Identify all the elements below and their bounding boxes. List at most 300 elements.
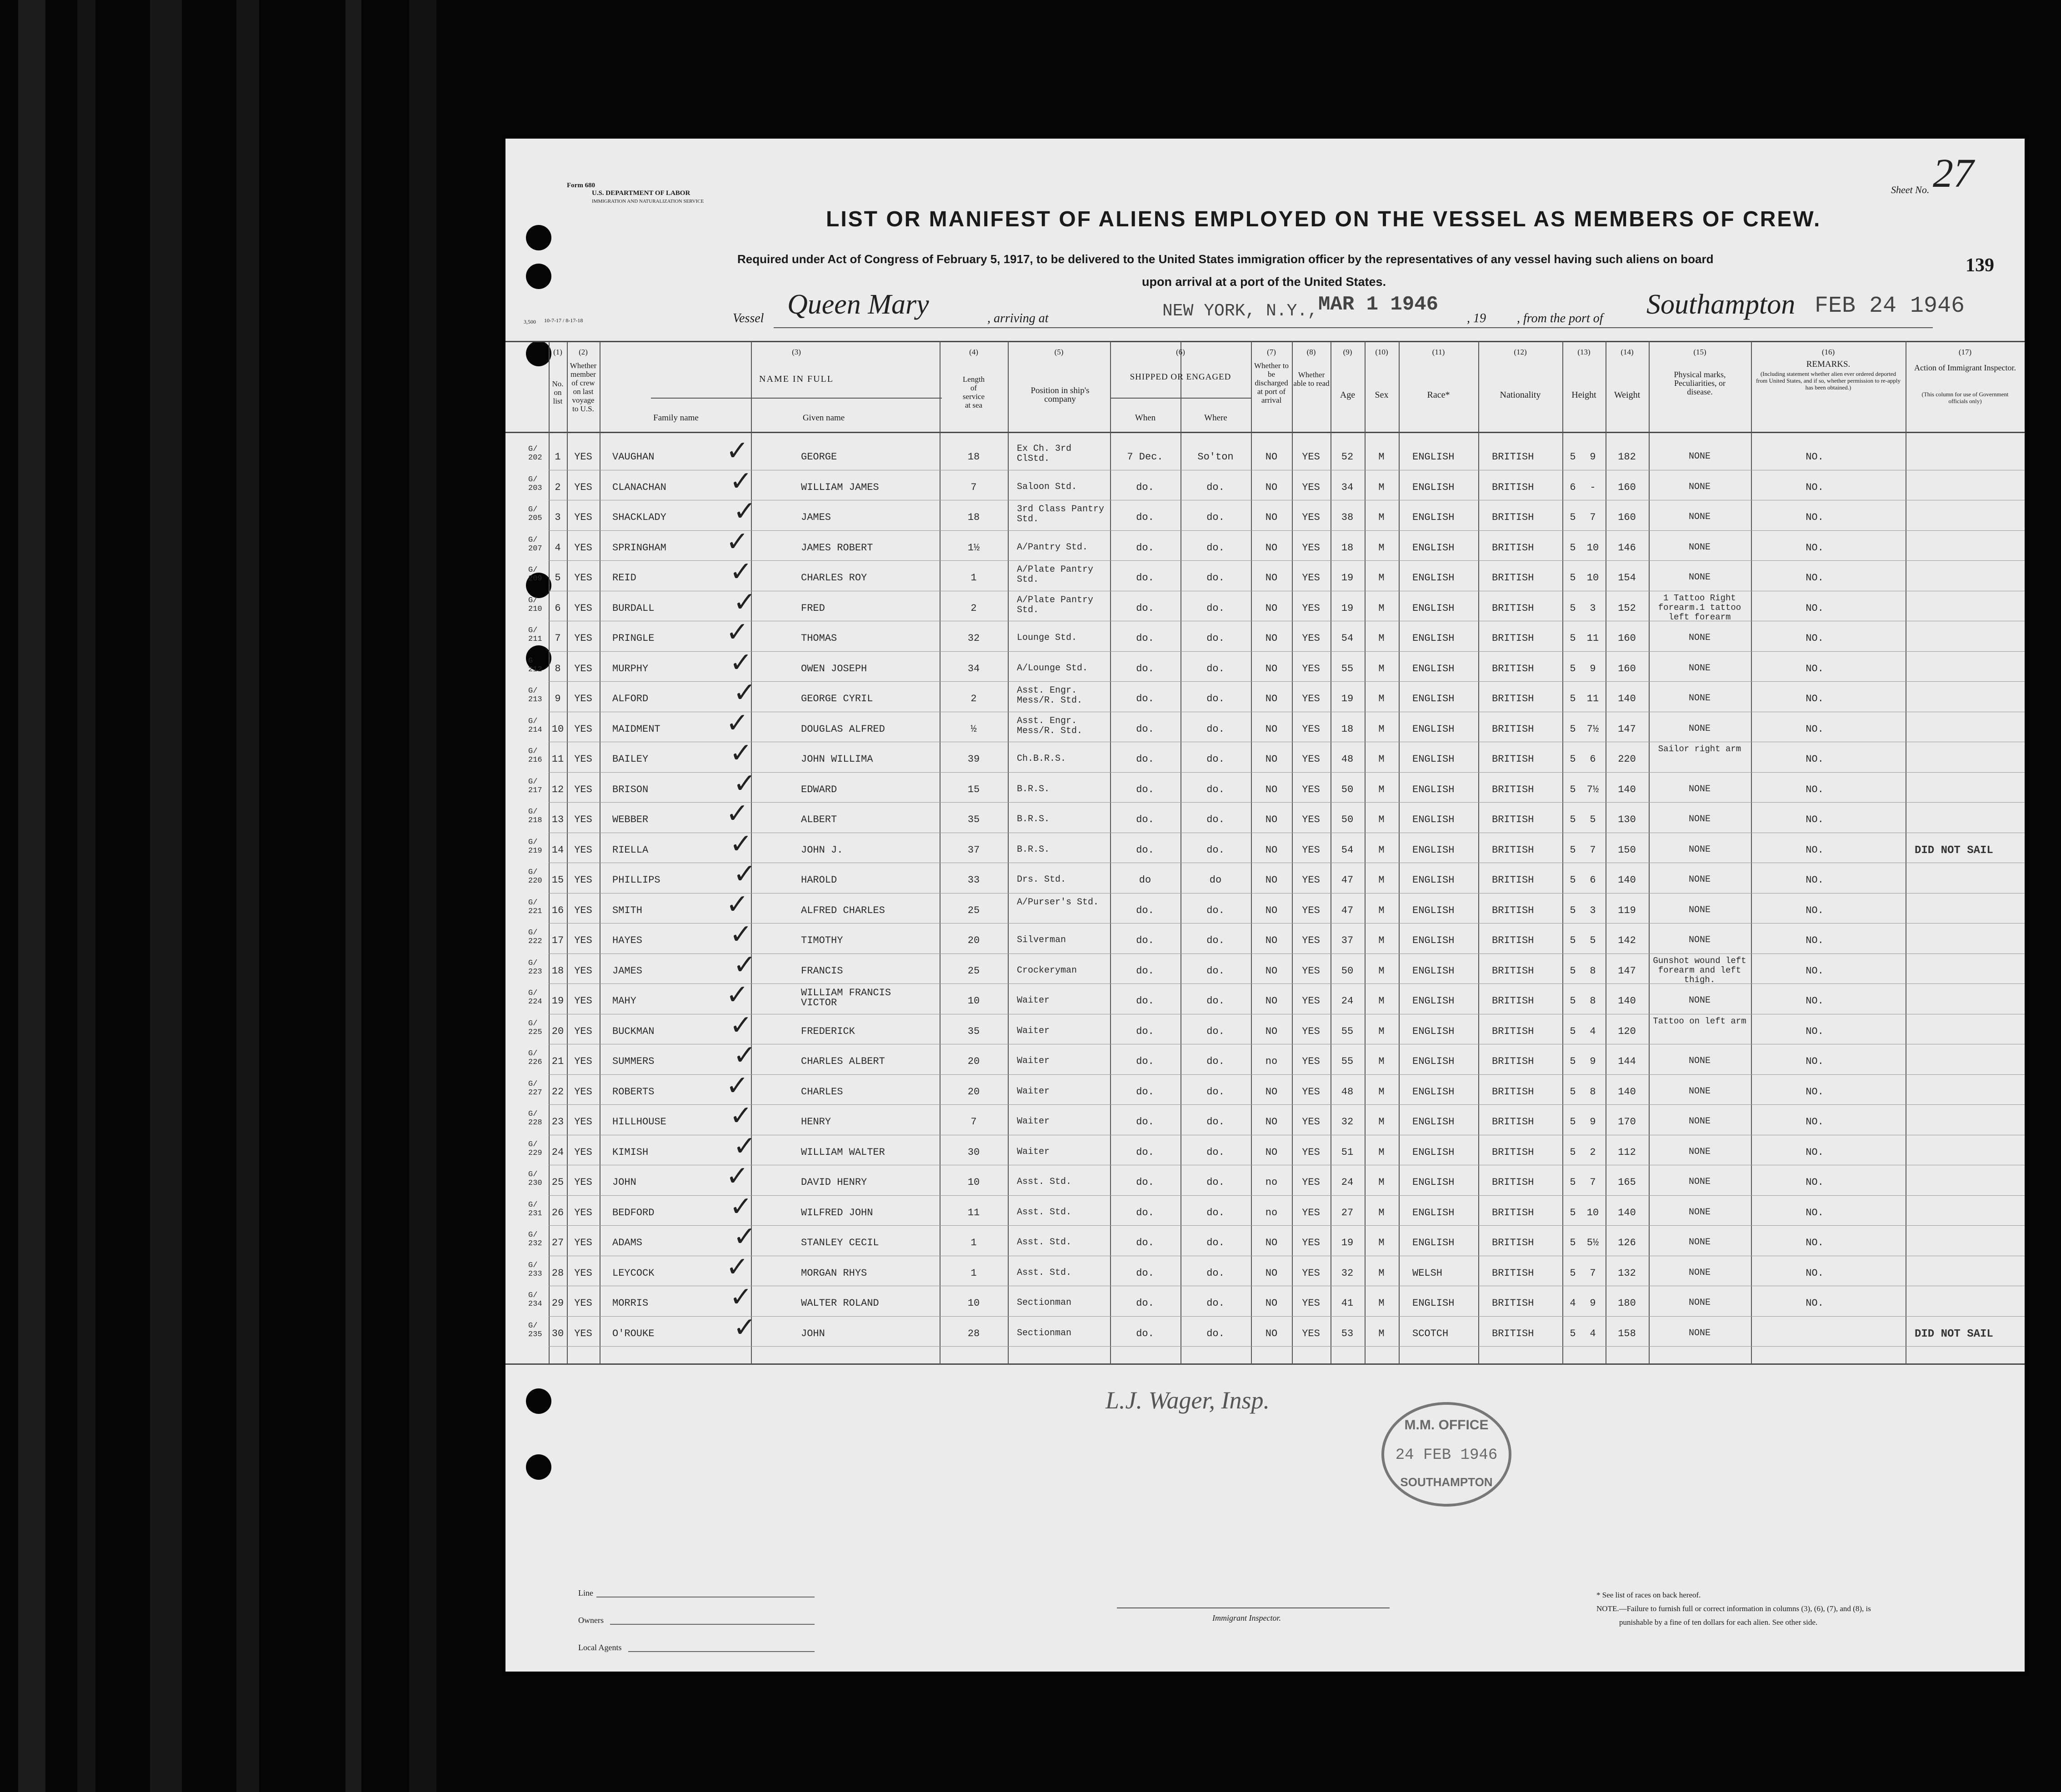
position: Ch.B.R.S. <box>1017 754 1066 764</box>
shipped-when: do. <box>1136 1298 1154 1309</box>
height-inches: 4 <box>1590 1328 1596 1339</box>
height-feet: 5 <box>1570 602 1576 614</box>
weight: 126 <box>1618 1237 1636 1248</box>
shipped-where: do. <box>1206 1056 1225 1067</box>
position: A/Pantry Std. <box>1017 542 1088 553</box>
height-feet: 5 <box>1570 1328 1576 1339</box>
height-feet: 5 <box>1570 572 1576 584</box>
physical-marks: NONE <box>1688 1086 1711 1097</box>
record-ref: G/ 225 <box>528 1019 542 1037</box>
list-number: 20 <box>551 1025 564 1037</box>
age: 55 <box>1341 1056 1354 1067</box>
shipped-where: So'ton <box>1197 451 1234 463</box>
list-number: 14 <box>551 844 564 856</box>
column-rule <box>1399 341 1400 1364</box>
weight: 144 <box>1618 1056 1636 1067</box>
age: 41 <box>1341 1298 1354 1309</box>
sex: M <box>1378 965 1385 977</box>
col-17-num: (17) <box>1958 348 1972 356</box>
owners-label: Owners <box>578 1616 604 1625</box>
discharged: NO <box>1265 874 1278 886</box>
remarks: NO. <box>1806 723 1824 735</box>
nationality: BRITISH <box>1492 874 1534 886</box>
able-to-read: YES <box>1302 451 1320 463</box>
shipped-when: do. <box>1136 995 1154 1007</box>
age: 27 <box>1341 1207 1354 1218</box>
given-name: OWEN JOSEPH <box>801 663 867 674</box>
row-rule <box>549 1195 2025 1196</box>
page-number: 139 <box>1966 255 1994 276</box>
nationality: BRITISH <box>1492 904 1534 916</box>
position: Drs. Std. <box>1017 874 1066 885</box>
able-to-read: YES <box>1302 844 1320 856</box>
physical-marks: NONE <box>1688 481 1711 492</box>
shipped-where: do. <box>1206 1207 1225 1218</box>
row-rule <box>549 1316 2025 1317</box>
sex: M <box>1378 723 1385 735</box>
discharged: NO <box>1265 965 1278 977</box>
given-name: MORGAN RHYS <box>801 1267 867 1279</box>
weight: 140 <box>1618 995 1636 1007</box>
discharged: NO <box>1265 1025 1278 1037</box>
inspector-signature: L.J. Wager, Insp. <box>1106 1387 1270 1414</box>
previous-voyage: YES <box>574 814 592 825</box>
office-stamp <box>1378 1398 1515 1511</box>
physical-marks: NONE <box>1688 572 1711 583</box>
service-label: IMMIGRATION AND NATURALIZATION SERVICE <box>592 199 704 204</box>
shipped-where: do. <box>1206 723 1225 735</box>
shipped-where: do. <box>1206 1116 1225 1128</box>
col-16-header: REMARKS. <box>1806 359 1851 369</box>
race: ENGLISH <box>1412 572 1455 584</box>
check-mark-icon: ✓ <box>730 918 753 950</box>
list-number: 26 <box>551 1207 564 1218</box>
previous-voyage: YES <box>574 602 592 614</box>
given-name: HENRY <box>801 1116 831 1128</box>
col-3a-header: Family name <box>653 413 699 423</box>
position: Asst. Std. <box>1017 1267 1072 1278</box>
col-12-header: Nationality <box>1500 390 1541 400</box>
col-3-subrule <box>651 398 942 399</box>
length-of-service: 18 <box>967 451 980 463</box>
record-ref: G/ 227 <box>528 1079 542 1097</box>
column-rule <box>1251 341 1252 1364</box>
physical-marks: NONE <box>1688 1298 1711 1308</box>
sheet-label: Sheet No. <box>1891 184 1930 195</box>
row-rule <box>549 983 2025 984</box>
weight: 160 <box>1618 481 1636 493</box>
record-ref: G/ 202 <box>528 445 542 462</box>
race: ENGLISH <box>1412 935 1455 946</box>
sex: M <box>1378 602 1385 614</box>
form-number: Form 680 <box>567 182 595 189</box>
physical-marks: NONE <box>1688 633 1711 643</box>
length-of-service: 33 <box>967 874 980 886</box>
height-inches: 5 <box>1590 814 1596 825</box>
nationality: BRITISH <box>1492 1177 1534 1188</box>
check-mark-icon: ✓ <box>733 677 756 709</box>
check-mark-icon: ✓ <box>730 828 753 860</box>
age: 55 <box>1341 1025 1354 1037</box>
given-name: JAMES ROBERT <box>801 542 873 554</box>
height-inches: 5 <box>1590 935 1596 946</box>
col-14-num: (14) <box>1621 348 1634 356</box>
given-name: JOHN WILLIMA <box>801 754 873 765</box>
position: A/Plate Pantry Std. <box>1017 564 1094 585</box>
height-feet: 5 <box>1570 1086 1576 1098</box>
given-name: STANLEY CECIL <box>801 1237 879 1248</box>
column-rule <box>1751 341 1752 1364</box>
nationality: BRITISH <box>1492 572 1534 584</box>
height-inches: 8 <box>1590 995 1596 1007</box>
height-feet: 4 <box>1570 1298 1576 1309</box>
weight: 140 <box>1618 874 1636 886</box>
physical-marks: NONE <box>1688 1267 1711 1278</box>
family-name: ROBERTS <box>612 1086 655 1098</box>
sex: M <box>1378 451 1385 463</box>
physical-marks: Gunshot wound left forearm and left thigh. <box>1653 955 1746 985</box>
col-17-header: Action of Immigrant Inspector. <box>1914 363 2016 372</box>
list-number: 23 <box>551 1116 564 1128</box>
height-feet: 6 <box>1570 481 1576 493</box>
shipped-where: do <box>1209 874 1222 886</box>
age: 53 <box>1341 1328 1354 1339</box>
print-code: 3,500 <box>524 319 536 325</box>
remarks: NO. <box>1806 814 1824 825</box>
shipped-when: do. <box>1136 602 1154 614</box>
race: ENGLISH <box>1412 1146 1455 1158</box>
remarks: NO. <box>1806 1237 1824 1248</box>
sex: M <box>1378 935 1385 946</box>
family-name: HILLHOUSE <box>612 1116 666 1128</box>
height-feet: 5 <box>1570 542 1576 554</box>
row-rule <box>549 530 2025 531</box>
race: ENGLISH <box>1412 723 1455 735</box>
col-11-header: Race* <box>1427 390 1450 400</box>
remarks: NO. <box>1806 754 1824 765</box>
family-name: HAYES <box>612 935 643 946</box>
height-inches: 8 <box>1590 965 1596 977</box>
nationality: BRITISH <box>1492 1267 1534 1279</box>
nationality: BRITISH <box>1492 451 1534 463</box>
length-of-service: 1 <box>970 1267 977 1279</box>
col-1-header: No. on list <box>552 379 564 405</box>
height-feet: 5 <box>1570 512 1576 523</box>
height-inches: 4 <box>1590 1025 1596 1037</box>
age: 24 <box>1341 995 1354 1007</box>
shipped-when: do. <box>1136 1207 1154 1218</box>
age: 24 <box>1341 1177 1354 1188</box>
weight: 154 <box>1618 572 1636 584</box>
shipped-when: do. <box>1136 481 1154 493</box>
record-ref: G/ 235 <box>528 1321 542 1339</box>
sex: M <box>1378 1267 1385 1279</box>
physical-marks: NONE <box>1688 693 1711 704</box>
family-name: BAILEY <box>612 754 649 765</box>
shipped-when: do. <box>1136 693 1154 704</box>
age: 48 <box>1341 754 1354 765</box>
family-name: BUCKMAN <box>612 1025 655 1037</box>
age: 19 <box>1341 1237 1354 1248</box>
height-inches: 11 <box>1586 693 1599 704</box>
sex: M <box>1378 542 1385 554</box>
previous-voyage: YES <box>574 1267 592 1279</box>
given-name: DOUGLAS ALFRED <box>801 723 885 735</box>
discharged: NO <box>1265 995 1278 1007</box>
record-ref: G/ 209 <box>528 566 542 583</box>
shipped-when: do. <box>1136 904 1154 916</box>
age: 18 <box>1341 723 1354 735</box>
sex: M <box>1378 1328 1385 1339</box>
race: ENGLISH <box>1412 512 1455 523</box>
given-name: THOMAS <box>801 633 837 644</box>
sex: M <box>1378 784 1385 795</box>
race: ENGLISH <box>1412 784 1455 795</box>
age: 54 <box>1341 844 1354 856</box>
record-ref: G/ 214 <box>528 717 542 734</box>
shipped-where: do. <box>1206 572 1225 584</box>
height-feet: 5 <box>1570 814 1576 825</box>
position: Asst. Std. <box>1017 1207 1072 1218</box>
col-16-note: (Including statement whether alien ever ordered deported from United States, and if so, whether permission to re-apply has been obtained.) <box>1756 370 1901 391</box>
stamp-date-text: 24 FEB 1946 <box>1395 1447 1498 1464</box>
race: ENGLISH <box>1412 1056 1455 1067</box>
film-strip-4 <box>236 0 259 1792</box>
shipped-where: do. <box>1206 1267 1225 1279</box>
nationality: BRITISH <box>1492 602 1534 614</box>
discharged: NO <box>1265 784 1278 795</box>
shipped-where: do. <box>1206 1086 1225 1098</box>
list-number: 5 <box>555 572 561 584</box>
given-name: WILLIAM WALTER <box>801 1146 885 1158</box>
given-name: WALTER ROLAND <box>801 1298 879 1309</box>
discharged: NO <box>1265 844 1278 856</box>
col-13-num: (13) <box>1577 348 1591 356</box>
length-of-service: 2 <box>970 602 977 614</box>
able-to-read: YES <box>1302 542 1320 554</box>
record-ref: G/ 221 <box>528 898 542 916</box>
subtitle-line-1: Required under Act of Congress of February 5, 1917, to be delivered to the United States immigration officer by the representatives of any vessel having such aliens on board <box>737 252 1714 266</box>
column-rule <box>567 341 568 1364</box>
list-number: 3 <box>555 512 561 523</box>
list-number: 11 <box>551 754 564 765</box>
age: 47 <box>1341 904 1354 916</box>
nationality: BRITISH <box>1492 754 1534 765</box>
position: Waiter <box>1017 995 1050 1006</box>
weight: 165 <box>1618 1177 1636 1188</box>
remarks: NO. <box>1806 1086 1824 1098</box>
record-ref: G/ 232 <box>528 1231 542 1248</box>
length-of-service: 7 <box>970 1116 977 1128</box>
able-to-read: YES <box>1302 1025 1320 1037</box>
col-8-header: Whether able to read <box>1293 370 1330 388</box>
sex: M <box>1378 844 1385 856</box>
remarks: NO. <box>1806 1146 1824 1158</box>
position: Waiter <box>1017 1116 1050 1127</box>
discharged: NO <box>1265 1298 1278 1309</box>
remarks: NO. <box>1806 572 1824 584</box>
check-mark-icon: ✓ <box>733 1039 756 1071</box>
check-mark-icon: ✓ <box>733 1130 756 1162</box>
previous-voyage: YES <box>574 572 592 584</box>
position: Crockeryman <box>1017 965 1077 976</box>
given-name: CHARLES ALBERT <box>801 1056 885 1067</box>
check-mark-icon: ✓ <box>733 586 756 618</box>
discharged: NO <box>1265 1267 1278 1279</box>
race: ENGLISH <box>1412 754 1455 765</box>
check-mark-icon: ✓ <box>726 707 749 739</box>
col-17-note: (This column for use of Government officials only) <box>1921 391 2009 404</box>
physical-marks: Sailor right arm <box>1658 744 1741 754</box>
length-of-service: 10 <box>967 995 980 1007</box>
height-inches: 2 <box>1590 1146 1596 1158</box>
weight: 120 <box>1618 1025 1636 1037</box>
physical-marks: NONE <box>1688 904 1711 915</box>
race: ENGLISH <box>1412 1086 1455 1098</box>
subtitle-line-2: upon arrival at a port of the United States. <box>1142 275 1386 289</box>
race: ENGLISH <box>1412 1298 1455 1309</box>
able-to-read: YES <box>1302 481 1320 493</box>
sex: M <box>1378 995 1385 1007</box>
height-inches: 10 <box>1586 572 1599 584</box>
physical-marks: NONE <box>1688 995 1711 1006</box>
age: 38 <box>1341 512 1354 523</box>
race: WELSH <box>1412 1267 1443 1279</box>
weight: 140 <box>1618 784 1636 795</box>
col-16-num: (16) <box>1821 348 1835 356</box>
weight: 146 <box>1618 542 1636 554</box>
remarks: NO. <box>1806 995 1824 1007</box>
age: 54 <box>1341 633 1354 644</box>
col-9-num: (9) <box>1343 348 1352 356</box>
shipped-when: do. <box>1136 1237 1154 1248</box>
previous-voyage: YES <box>574 451 592 463</box>
height-inches: 7 <box>1590 512 1596 523</box>
col-3-num: (3) <box>792 348 801 356</box>
print-dates: 10-7-17 / 8-17-18 <box>544 317 583 324</box>
sex: M <box>1378 1177 1385 1188</box>
given-name: ALBERT <box>801 814 837 825</box>
position: Asst. Std. <box>1017 1177 1072 1187</box>
position: Waiter <box>1017 1025 1050 1036</box>
age: 48 <box>1341 1086 1354 1098</box>
nationality: BRITISH <box>1492 693 1534 704</box>
able-to-read: YES <box>1302 1298 1320 1309</box>
column-rule <box>1365 341 1366 1364</box>
vessel-underline <box>774 327 1933 328</box>
height-inches: - <box>1590 481 1596 493</box>
check-mark-icon: ✓ <box>733 1221 756 1253</box>
position: Asst. Engr. Mess/R. Std. <box>1017 715 1083 736</box>
height-feet: 5 <box>1570 874 1576 886</box>
position: A/Purser's Std. <box>1017 897 1099 908</box>
discharged: no <box>1265 1056 1278 1067</box>
age: 47 <box>1341 874 1354 886</box>
weight: 112 <box>1618 1146 1636 1158</box>
remarks: NO. <box>1806 1025 1824 1037</box>
weight: 147 <box>1618 965 1636 977</box>
family-name: ADAMS <box>612 1237 643 1248</box>
discharged: NO <box>1265 512 1278 523</box>
family-name: ALFORD <box>612 693 649 704</box>
sex: M <box>1378 481 1385 493</box>
film-strip-5 <box>345 0 361 1792</box>
list-number: 12 <box>551 784 564 795</box>
able-to-read: YES <box>1302 602 1320 614</box>
record-ref: G/ 228 <box>528 1110 542 1127</box>
height-feet: 5 <box>1570 1056 1576 1067</box>
shipped-when: do. <box>1136 512 1154 523</box>
check-mark-icon: ✓ <box>730 465 753 497</box>
height-inches: 3 <box>1590 602 1596 614</box>
given-name: WILLIAM FRANCIS VICTOR <box>801 987 891 1008</box>
weight: 119 <box>1618 904 1636 916</box>
given-name: JAMES <box>801 512 831 523</box>
height-inches: 9 <box>1590 451 1596 463</box>
check-mark-icon: ✓ <box>730 646 753 679</box>
nationality: BRITISH <box>1492 1237 1534 1248</box>
record-ref: G/ 222 <box>528 928 542 946</box>
height-inches: 9 <box>1590 663 1596 674</box>
previous-voyage: YES <box>574 633 592 644</box>
col-6-header: SHIPPED OR ENGAGED <box>1130 372 1231 382</box>
height-feet: 5 <box>1570 754 1576 765</box>
position: Sectionman <box>1017 1298 1072 1308</box>
previous-voyage: YES <box>574 1116 592 1128</box>
shipped-when: do. <box>1136 935 1154 946</box>
height-feet: 5 <box>1570 1146 1576 1158</box>
stamp-bottom-text: SOUTHAMPTON <box>1400 1475 1493 1489</box>
sex: M <box>1378 874 1385 886</box>
family-name: BURDALL <box>612 602 655 614</box>
length-of-service: 1½ <box>967 542 980 554</box>
vessel-name: Queen Mary <box>787 289 929 320</box>
physical-marks: NONE <box>1688 542 1711 553</box>
department-label: U.S. DEPARTMENT OF LABOR <box>592 190 690 197</box>
weight: 180 <box>1618 1298 1636 1309</box>
previous-voyage: YES <box>574 1177 592 1188</box>
able-to-read: YES <box>1302 995 1320 1007</box>
list-number: 27 <box>551 1237 564 1248</box>
list-number: 18 <box>551 965 564 977</box>
col-6b-header: Where <box>1204 413 1227 423</box>
able-to-read: YES <box>1302 784 1320 795</box>
col-4-num: (4) <box>969 348 978 356</box>
previous-voyage: YES <box>574 1298 592 1309</box>
length-of-service: 35 <box>967 1025 980 1037</box>
age: 51 <box>1341 1146 1354 1158</box>
shipped-when: do. <box>1136 784 1154 795</box>
arrival-date: MAR 1 1946 <box>1318 293 1439 316</box>
remarks: NO. <box>1806 784 1824 795</box>
record-ref: G/ 216 <box>528 747 542 764</box>
col-11-num: (11) <box>1432 348 1445 356</box>
length-of-service: 10 <box>967 1298 980 1309</box>
nationality: BRITISH <box>1492 1025 1534 1037</box>
table-bottom-rule <box>505 1363 2025 1365</box>
sex: M <box>1378 633 1385 644</box>
col-10-header: Sex <box>1375 390 1389 400</box>
check-mark-icon: ✓ <box>726 435 749 467</box>
weight: 170 <box>1618 1116 1636 1128</box>
position: Waiter <box>1017 1086 1050 1097</box>
previous-voyage: YES <box>574 904 592 916</box>
column-rule <box>1110 341 1111 1364</box>
height-inches: 9 <box>1590 1056 1596 1067</box>
nationality: BRITISH <box>1492 1328 1534 1339</box>
able-to-read: YES <box>1302 663 1320 674</box>
length-of-service: 20 <box>967 1086 980 1098</box>
